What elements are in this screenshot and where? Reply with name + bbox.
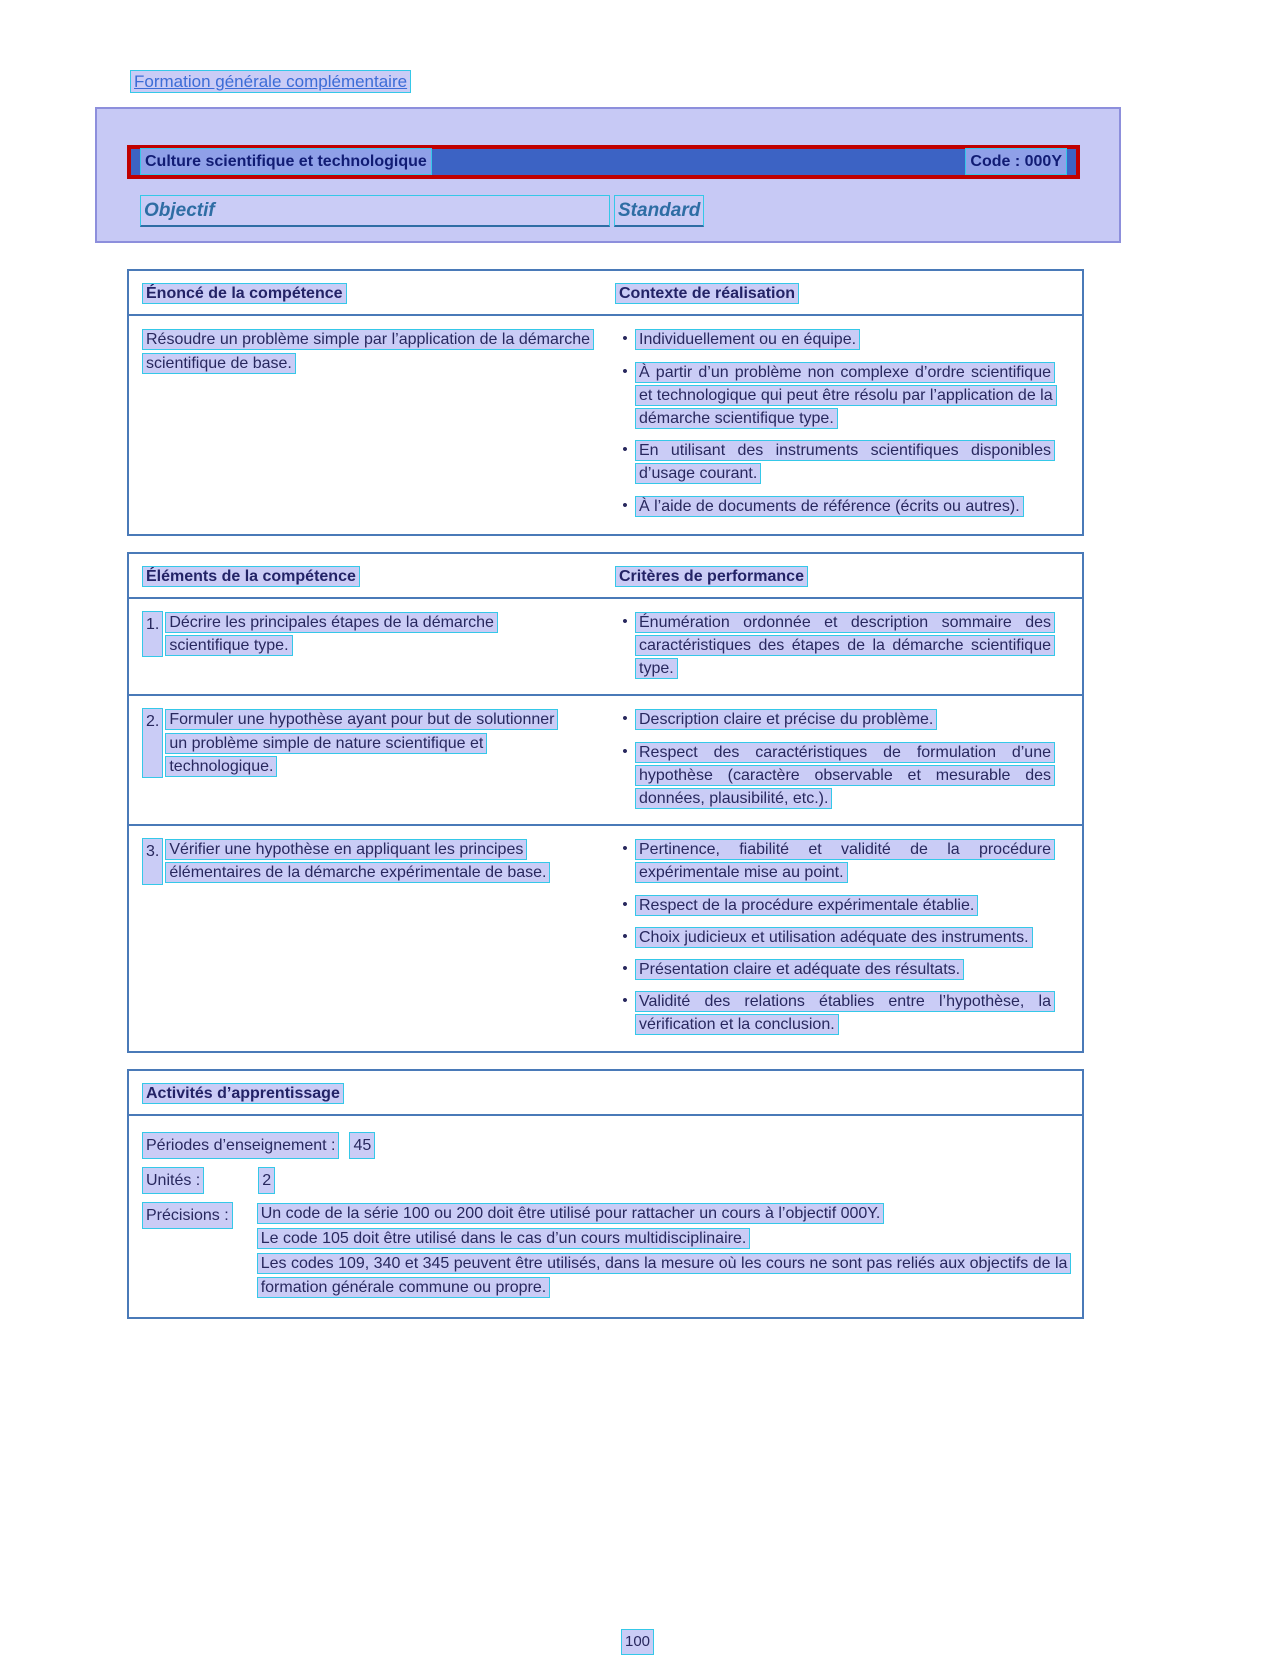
critere-bullet: Description claire et précise du problème. bbox=[635, 709, 937, 730]
list-item bbox=[615, 708, 1068, 731]
element-item bbox=[142, 708, 607, 778]
precisions-line: Le code 105 doit être utilisé dans le cas d’un cours multidisciplinaire. bbox=[257, 1228, 751, 1249]
list-item bbox=[615, 926, 1068, 949]
critere-bullet: Énumération ordonnée et description sommaire des caractéristiques des étapes de la démarche scientifique type. bbox=[635, 612, 1055, 679]
bullet-icon: • bbox=[622, 496, 628, 514]
header-criteres bbox=[607, 565, 1082, 588]
periodes-row bbox=[129, 1132, 1082, 1159]
element-text: Décrire les principales étapes de la démarche scientifique type. bbox=[165, 612, 498, 656]
bullet-icon: • bbox=[622, 330, 628, 348]
contexte-bullet: À partir d’un problème non complexe d’ordre scientifique et technologique qui peut être résolu par l’application de la démarche scientifique type. bbox=[635, 362, 1057, 429]
critere-bullet: Respect des caractéristiques de formulation d’une hypothèse (caractère observable et mesurable des données, plausibilité, etc.). bbox=[635, 742, 1055, 809]
precisions-row bbox=[129, 1202, 1082, 1301]
course-title: Culture scientifique et technologique bbox=[140, 148, 432, 175]
element-text: Vérifier une hypothèse en appliquant les principes élémentaires de la démarche expérimentale de base. bbox=[165, 839, 550, 883]
element-number: 2. bbox=[142, 708, 163, 778]
contexte-bullet: Individuellement ou en équipe. bbox=[635, 329, 860, 350]
activites-table bbox=[127, 1069, 1084, 1319]
table-row bbox=[129, 824, 1082, 1050]
list-item bbox=[615, 611, 1068, 681]
unites-row bbox=[129, 1167, 1082, 1194]
bullet-icon: • bbox=[622, 362, 628, 380]
list-item bbox=[615, 495, 1068, 518]
activites-header-label: Activités d’apprentissage bbox=[142, 1083, 344, 1104]
header-contexte-label: Contexte de réalisation bbox=[615, 283, 799, 304]
header-criteres-label: Critères de performance bbox=[615, 566, 808, 587]
element-item bbox=[142, 611, 607, 657]
element-number: 1. bbox=[142, 611, 163, 657]
header-elements bbox=[129, 565, 607, 588]
unites-value: 2 bbox=[258, 1167, 275, 1194]
header-enonce bbox=[129, 282, 607, 305]
objectif-heading: Objectif bbox=[140, 195, 610, 228]
critere-bullet: Pertinence, fiabilité et validité de la procédure expérimentale mise au point. bbox=[635, 839, 1055, 883]
bullet-icon: • bbox=[622, 710, 628, 728]
objectif-standard-row bbox=[127, 195, 1080, 228]
page-number: 100 bbox=[621, 1629, 654, 1655]
element-text: Formuler une hypothèse ayant pour but de solutionner un problème simple de nature scientifique et technologique. bbox=[165, 709, 558, 776]
course-banner bbox=[127, 145, 1080, 179]
bullet-icon: • bbox=[622, 992, 628, 1010]
list-item bbox=[615, 328, 1068, 351]
precisions-label: Précisions : bbox=[142, 1202, 233, 1229]
bullet-icon: • bbox=[622, 895, 628, 913]
contexte-bullet: En utilisant des instruments scientifiques disponibles d’usage courant. bbox=[635, 440, 1055, 484]
list-item bbox=[615, 439, 1068, 485]
elements-table-header bbox=[129, 554, 1082, 599]
contexte-cell bbox=[607, 328, 1082, 517]
critere-bullet: Validité des relations établies entre l’hypothèse, la vérification et la conclusion. bbox=[635, 991, 1055, 1035]
list-item bbox=[615, 990, 1068, 1036]
elements-table bbox=[127, 552, 1084, 1053]
list-item bbox=[615, 361, 1068, 431]
list-item bbox=[615, 838, 1068, 884]
course-code: Code : 000Y bbox=[965, 148, 1067, 175]
critere-bullet: Choix judicieux et utilisation adéquate des instruments. bbox=[635, 927, 1033, 948]
header-enonce-label: Énoncé de la compétence bbox=[142, 283, 347, 304]
section-title-link: Formation générale complémentaire bbox=[130, 70, 411, 93]
standard-heading: Standard bbox=[614, 195, 704, 228]
bullet-icon: • bbox=[622, 441, 628, 459]
objective-panel bbox=[95, 107, 1121, 244]
header-elements-label: Éléments de la compétence bbox=[142, 566, 360, 587]
critere-bullet: Respect de la procédure expérimentale établie. bbox=[635, 895, 978, 916]
contexte-bullet: À l’aide de documents de référence (écrits ou autres). bbox=[635, 496, 1024, 517]
periodes-label: Périodes d’enseignement : bbox=[142, 1132, 339, 1159]
precisions-line: Les codes 109, 340 et 345 peuvent être utilisés, dans la mesure où les cours ne sont pas reliés aux objectifs de la formation générale commune ou propre. bbox=[257, 1253, 1072, 1297]
activites-table-header bbox=[129, 1071, 1082, 1116]
enonce-cell bbox=[129, 328, 607, 517]
bullet-icon: • bbox=[622, 959, 628, 977]
competence-table-header bbox=[129, 271, 1082, 316]
periodes-value: 45 bbox=[349, 1132, 375, 1159]
precisions-text-block bbox=[257, 1202, 1069, 1301]
enonce-text: Résoudre un problème simple par l’application de la démarche scientifique de base. bbox=[142, 329, 594, 373]
table-row bbox=[129, 694, 1082, 824]
bullet-icon: • bbox=[622, 840, 628, 858]
page-header bbox=[0, 0, 1275, 95]
list-item bbox=[615, 958, 1068, 981]
bullet-icon: • bbox=[622, 927, 628, 945]
competence-table-body bbox=[129, 316, 1082, 533]
enonce-text-block bbox=[142, 328, 594, 374]
bullet-icon: • bbox=[622, 742, 628, 760]
critere-bullet: Présentation claire et adéquate des résultats. bbox=[635, 959, 964, 980]
header-contexte bbox=[607, 282, 1082, 305]
element-number: 3. bbox=[142, 838, 163, 884]
list-item bbox=[615, 894, 1068, 917]
precisions-line: Un code de la série 100 ou 200 doit être utilisé pour rattacher un cours à l’objectif 000Y. bbox=[257, 1203, 885, 1224]
list-item bbox=[615, 741, 1068, 811]
competence-table bbox=[127, 269, 1084, 536]
unites-label: Unités : bbox=[142, 1167, 204, 1194]
element-item bbox=[142, 838, 607, 884]
table-row bbox=[129, 599, 1082, 695]
bullet-icon: • bbox=[622, 612, 628, 630]
activites-table-body bbox=[129, 1116, 1082, 1317]
